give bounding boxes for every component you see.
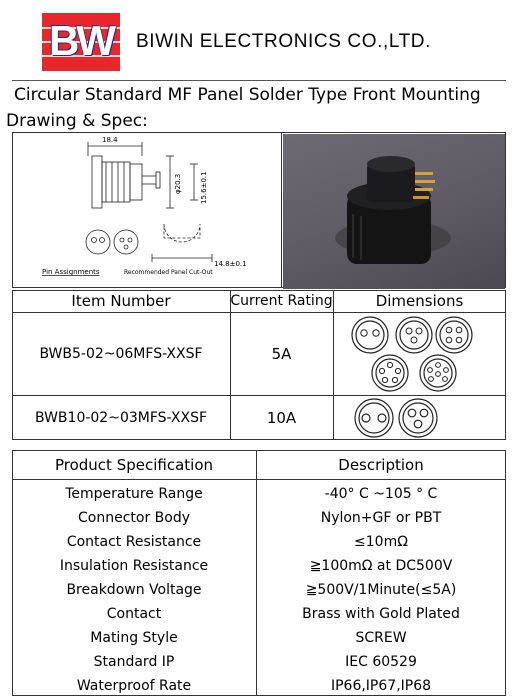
spec-value: Nylon+GF or PBT [320, 510, 442, 526]
spec-name: Waterproof Rate [76, 678, 192, 694]
header-product-specification: Product Specification [54, 455, 214, 474]
dim-cutout-label: 14.8±0.1 [214, 260, 247, 268]
spec-value: IEC 60529 [345, 654, 417, 670]
spec-row-contact [12, 602, 506, 626]
pin-layouts-row-2 [334, 396, 505, 440]
pin-layout-4 [436, 317, 472, 353]
spec-name: Connector Body [78, 510, 190, 526]
company-logo [42, 13, 120, 71]
spec-name: Contact Resistance [66, 534, 202, 550]
spec-value: ≧500V/1Minute(≤5A) [305, 582, 457, 598]
spec-row-breakdown-voltage [12, 578, 506, 602]
spec-row-insulation-resistance [12, 554, 506, 578]
connector-photo-art [283, 134, 505, 289]
spec-name: Breakdown Voltage [66, 582, 202, 598]
product-title: Circular Standard MF Panel Solder Type Front Mounting [14, 85, 481, 105]
drawing-spec-label: Drawing & Spec: [6, 111, 148, 131]
header-description: Description [338, 455, 424, 474]
spec-name: Contact [106, 606, 162, 622]
spec-row-mating-style [12, 626, 506, 650]
logo-letters: BW [49, 17, 113, 64]
spec-value: Brass with Gold Plated [302, 606, 460, 622]
dim-diameter-label: φ20.3 [174, 173, 182, 194]
header-item-number: Item Number [71, 292, 171, 310]
current-rating-1: 5A [271, 345, 292, 363]
item-number-1: BWB5-02~06MFS-XXSF [39, 346, 203, 362]
spec-value: SCREW [355, 630, 407, 646]
spec-row-temperature [12, 482, 506, 506]
spec-value: ≤10mΩ [354, 534, 408, 550]
pin-layout-10a-2 [355, 399, 393, 437]
pin-layout-5 [372, 355, 408, 391]
spec-row-waterproof-rate [12, 674, 506, 698]
spec-value: -40° C ~105 ° C [324, 486, 438, 502]
spec-row-standard-ip [12, 650, 506, 674]
spec-row-connector-body [12, 506, 506, 530]
spec-name: Insulation Resistance [59, 558, 209, 574]
company-name: BIWIN ELECTRONICS CO.,LTD. [136, 31, 431, 52]
header-current-rating: Current Rating [230, 293, 333, 309]
dim-height-label: 15.6±0.1 [200, 171, 208, 204]
item-number-2: BWB10-02~03MFS-XXSF [34, 410, 208, 426]
spec-row-contact-resistance [12, 530, 506, 554]
spec-name: Standard IP [93, 654, 175, 670]
spec-value: ≧100mΩ at DC500V [309, 558, 453, 574]
pin-assignments-caption: Pin Assignments [42, 268, 100, 276]
pin-layouts-row-1 [334, 313, 505, 395]
current-rating-2: 10A [266, 409, 297, 427]
product-photo [283, 134, 505, 289]
cutout-caption: Recommended Panel Cut-Out [124, 269, 213, 276]
spec-name: Mating Style [90, 630, 178, 646]
dim-top-label: 18.4 [102, 136, 118, 144]
header-divider [12, 80, 506, 81]
pin-layout-2 [352, 317, 388, 353]
spec-name: Temperature Range [65, 486, 203, 502]
pin-layout-10a-3 [399, 399, 437, 437]
header-dimensions: Dimensions [375, 292, 464, 310]
pin-layout-3 [396, 317, 432, 353]
technical-drawing [14, 134, 280, 286]
spec-value: IP66,IP67,IP68 [330, 678, 432, 694]
